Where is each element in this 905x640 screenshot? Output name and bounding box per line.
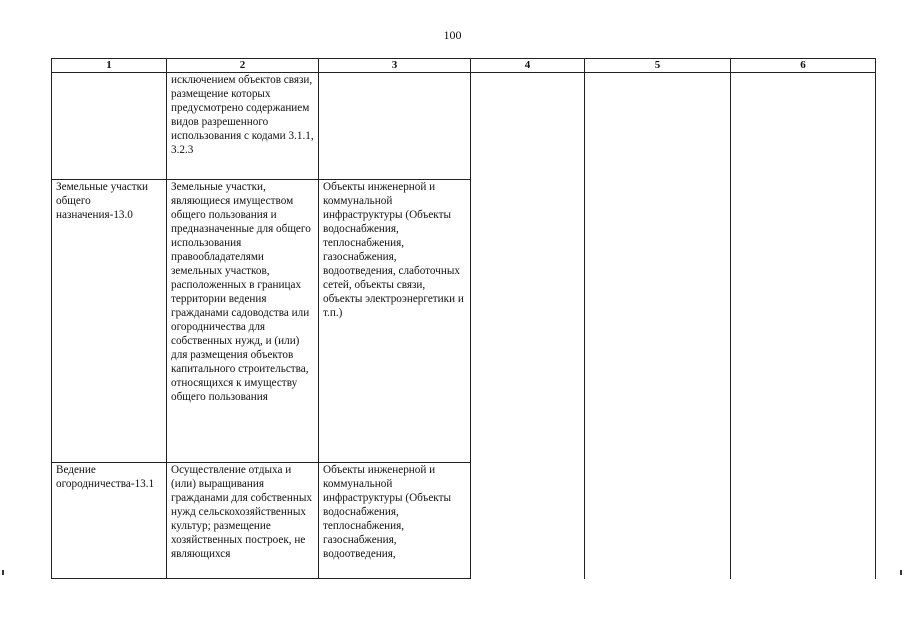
cell-use-type xyxy=(52,73,167,180)
cell-use-type: Земельные участки общего назначения-13.0 xyxy=(52,180,167,463)
cell-description: Земельные участки, являющиеся имуществом общего пользования и предназначенные для общего использования правообладателями земельных участков, расположенных в границах территории ведения гражданами садоводства или огородничества для собственных нужд, и (или) для размещения объектов капитального строительства, относящихся к имуществу общего пользования xyxy=(167,180,319,463)
column-header-4: 4 xyxy=(471,59,585,73)
cell-column-5 xyxy=(585,73,731,579)
cell-column-4 xyxy=(471,73,585,579)
cell-description: исключением объектов связи, размещение которых предусмотрено содержанием видов разрешенного использования с кодами 3.1.1, 3.2.3 xyxy=(167,73,319,180)
cell-permitted-objects: Объекты инженерной и коммунальной инфраструктуры (Объекты водоснабжения, теплоснабжения, газоснабжения, водоотведения, xyxy=(319,463,471,579)
cell-column-6 xyxy=(731,73,876,579)
column-header-2: 2 xyxy=(167,59,319,73)
column-header-1: 1 xyxy=(52,59,167,73)
cell-description: Осуществление отдыха и (или) выращивания гражданами для собственных нужд сельскохозяйственных культур; размещение хозяйственных построек, не являющихся xyxy=(167,463,319,579)
page-number: 100 xyxy=(443,28,462,42)
land-use-table xyxy=(51,58,876,579)
right-edge-mark xyxy=(900,570,902,575)
cell-permitted-objects: Объекты инженерной и коммунальной инфраструктуры (Объекты водоснабжения, теплоснабжения, газоснабжения, водоотведения, слаботочных сетей, объекты связи, объекты электроэнергетики и т.п.) xyxy=(319,180,471,463)
column-header-3: 3 xyxy=(319,59,471,73)
column-header-5: 5 xyxy=(585,59,731,73)
cell-use-type: Ведение огородничества-13.1 xyxy=(52,463,167,579)
column-header-6: 6 xyxy=(731,59,876,73)
cell-permitted-objects xyxy=(319,73,471,180)
table-row xyxy=(52,73,876,180)
left-edge-mark xyxy=(2,570,4,575)
table-header-row xyxy=(52,59,876,73)
